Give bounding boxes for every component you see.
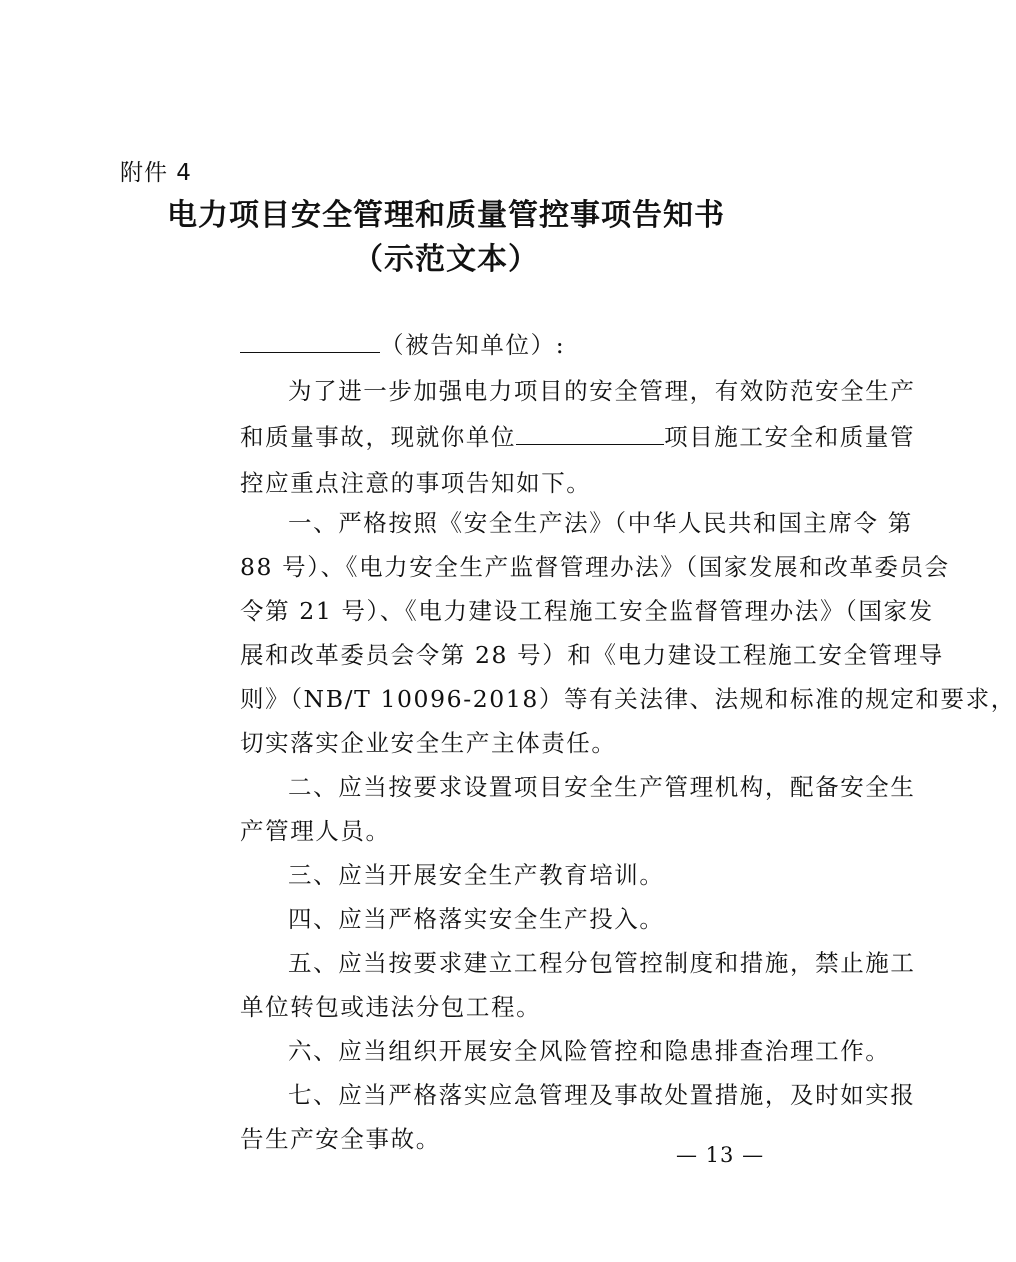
document-title: 电力项目安全管理和质量管控事项告知书 — [167, 198, 725, 233]
item-1-line-5: 则》（NB/T 10096-2018）等有关法律、法规和标准的规定和要求， — [240, 685, 1016, 713]
attachment-label: 附件 4 — [120, 160, 192, 186]
addressee-suffix: （被告知单位）: — [380, 331, 566, 359]
addressee-blank — [240, 330, 380, 353]
item-7-line-1: 七、应当严格落实应急管理及事故处置措施，及时如实报 — [288, 1081, 916, 1109]
item-6-line-1: 六、应当组织开展安全风险管控和隐患排查治理工作。 — [288, 1037, 891, 1065]
intro-line-2 — [240, 414, 916, 460]
item-7-line-2: 告生产安全事故。 — [240, 1125, 441, 1153]
page-number: — 13 — — [676, 1143, 765, 1167]
item-1-line-2: 88 号）、《电力安全生产监督管理办法》（国家发展和改革委员会 — [240, 553, 950, 581]
intro-line-2-start: 和质量事故，现就你单位 — [240, 423, 517, 451]
project-blank — [516, 422, 664, 445]
document-subtitle: （示范文本） — [353, 242, 539, 277]
item-1-line-3: 令第 21 号）、《电力建设工程施工安全监督管理办法》（国家发 — [240, 597, 934, 625]
item-5-line-1: 五、应当按要求建立工程分包管控制度和措施，禁止施工 — [288, 949, 916, 977]
item-2-line-1: 二、应当按要求设置项目安全生产管理机构，配备安全生 — [288, 773, 916, 801]
item-1-line-6: 切实落实企业安全生产主体责任。 — [240, 729, 617, 757]
intro-line-2-end: 项目施工安全和质量管 — [664, 423, 916, 451]
item-3-line-1: 三、应当开展安全生产教育培训。 — [288, 861, 665, 889]
intro-line-1: 为了进一步加强电力项目的安全管理，有效防范安全生产 — [288, 377, 916, 405]
addressee-line — [240, 322, 895, 368]
intro-line-3: 控应重点注意的事项告知如下。 — [240, 469, 592, 497]
item-4-line-1: 四、应当严格落实安全生产投入。 — [288, 905, 665, 933]
item-2-line-2: 产管理人员。 — [240, 817, 391, 845]
item-5-line-2: 单位转包或违法分包工程。 — [240, 993, 542, 1021]
item-1-line-4: 展和改革委员会令第 28 号）和《电力建设工程施工安全管理导 — [240, 641, 944, 669]
item-1-line-1: 一、严格按照《安全生产法》（中华人民共和国主席令 第 — [288, 509, 913, 537]
